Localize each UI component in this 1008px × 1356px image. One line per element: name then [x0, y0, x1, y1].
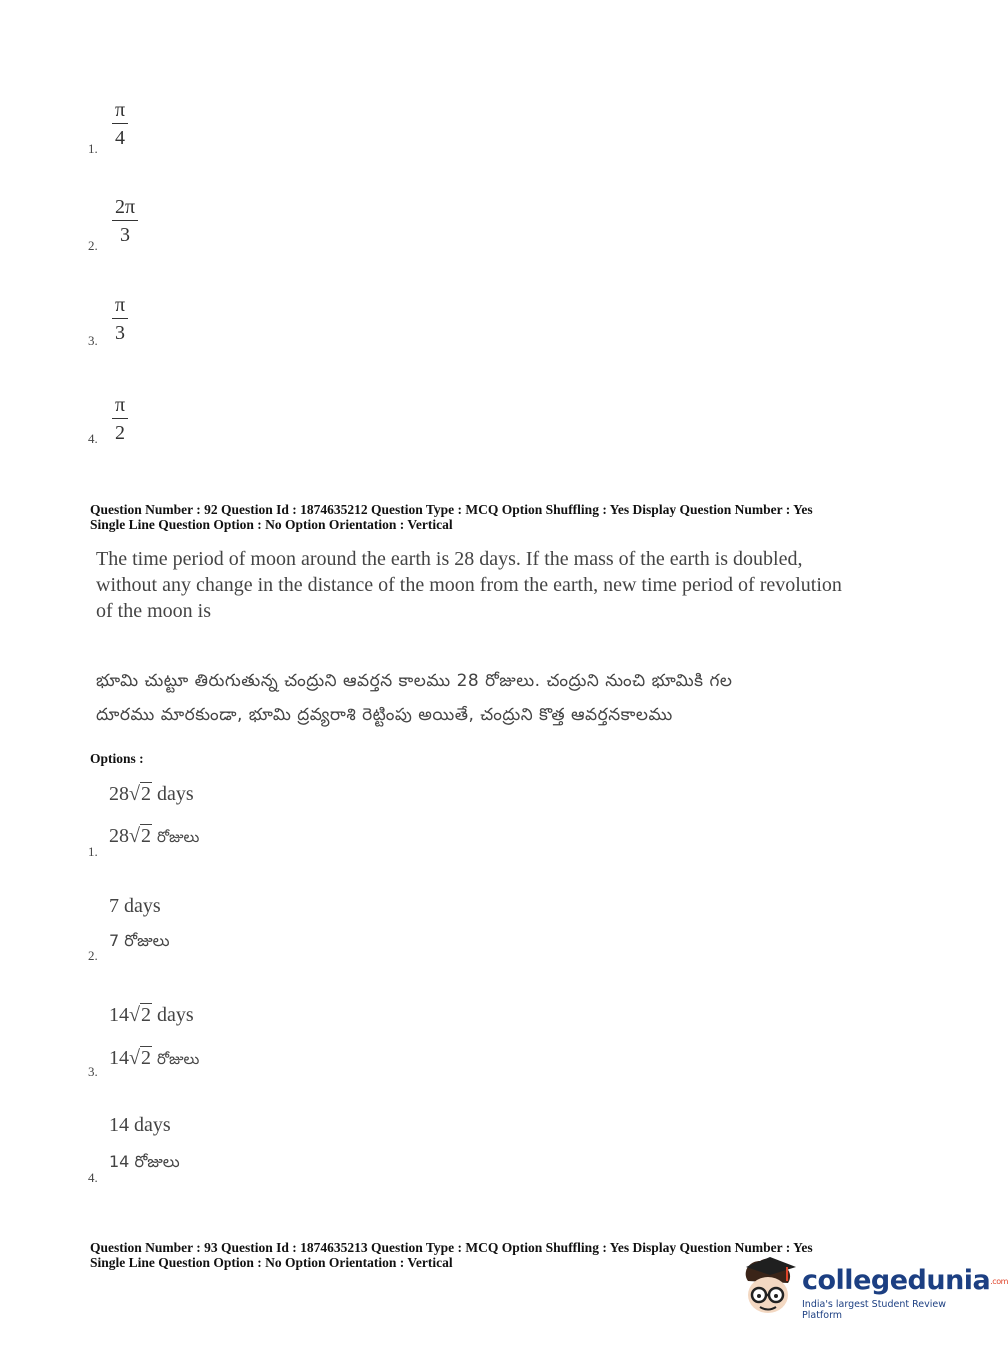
q92-meta-line2: Single Line Question Option : No Option Orientation : Vertical [90, 517, 453, 532]
logo-suffix: .com [990, 1277, 1008, 1286]
option-number: 1. [88, 141, 98, 156]
option-value: 14 [109, 1004, 129, 1026]
logo-wordmark [802, 1265, 1008, 1296]
option-unit: days [156, 783, 194, 805]
option-text-te: 14 రోజులు [109, 1152, 180, 1171]
q92-option-2 [88, 893, 488, 968]
option-text-en [109, 783, 194, 806]
option-number: 2. [88, 238, 98, 253]
fraction-denominator: 3 [120, 224, 131, 246]
sqrt-symbol: √2 [129, 783, 151, 805]
radicand: 2 [140, 1047, 151, 1069]
prev-option-2 [88, 197, 288, 257]
option-unit: days [156, 1004, 194, 1026]
option-number: 1. [88, 844, 98, 859]
question-line: భూమి చుట్టూ తిరుగుతున్న చంద్రుని ఆవర్తన కాలము 28 రోజులు. చంద్రుని నుంచి భూమికి గల [96, 671, 733, 691]
option-number: 4. [88, 1170, 98, 1185]
q92-meta-line1: Question Number : 92 Question Id : 1874635212 Question Type : MCQ Option Shuffling : Yes Display Question Number : Yes [90, 502, 813, 517]
fraction-numerator: π [112, 100, 128, 124]
option-value: 28 [109, 783, 129, 805]
radicand: 2 [140, 783, 151, 805]
option-text-te [109, 1047, 199, 1072]
fraction [112, 197, 138, 245]
sqrt-symbol: √2 [129, 1004, 151, 1026]
options-label: Options : [90, 751, 144, 766]
prev-option-4 [88, 395, 288, 455]
q92-question-text-en [96, 546, 896, 624]
option-number: 4. [88, 431, 98, 446]
q93-meta-line2: Single Line Question Option : No Option Orientation : Vertical [90, 1255, 453, 1270]
fraction [112, 295, 128, 343]
fraction [112, 100, 128, 148]
collegedunia-logo[interactable] [740, 1255, 1008, 1321]
q92-option-3 [88, 1000, 488, 1080]
sqrt-symbol: √2 [129, 825, 151, 847]
q93-meta-line1: Question Number : 93 Question Id : 1874635213 Question Type : MCQ Option Shuffling : Yes Display Question Number : Yes [90, 1240, 813, 1255]
fraction [112, 395, 128, 443]
option-number: 3. [88, 333, 98, 348]
radicand: 2 [140, 1004, 151, 1026]
question-line: of the moon is [96, 600, 211, 622]
option-text-en [109, 1004, 194, 1027]
student-mascot-icon [740, 1255, 798, 1317]
option-number: 2. [88, 948, 98, 963]
question-line: without any change in the distance of the moon from the earth, new time period of revolution [96, 574, 842, 596]
option-number: 3. [88, 1064, 98, 1079]
fraction-numerator: π [112, 295, 128, 319]
logo-tagline: India's largest Student Review Platform [802, 1299, 946, 1321]
q92-question-text-te [96, 664, 896, 732]
q92-option-4 [88, 1112, 488, 1187]
option-value: 14 [109, 1047, 129, 1069]
fraction-denominator: 3 [115, 322, 126, 344]
option-text-te [109, 825, 199, 850]
prev-option-1 [88, 100, 288, 160]
option-unit: రోజులు [156, 828, 200, 846]
question-line: దూరము మారకుండా, భూమి ద్రవ్యరాశి రెట్టింపు అయితే, చంద్రుని కొత్త ఆవర్తనకాలము [96, 705, 673, 725]
option-text-en: 14 days [109, 1114, 171, 1136]
option-text-te: 7 రోజులు [109, 931, 170, 950]
prev-option-3 [88, 295, 288, 355]
logo-name: collegedunia [802, 1265, 991, 1296]
q92-option-1 [88, 780, 488, 860]
option-text-en: 7 days [109, 895, 161, 917]
sqrt-symbol: √2 [129, 1047, 151, 1069]
fraction-numerator: 2π [112, 197, 138, 221]
fraction-denominator: 2 [115, 422, 126, 444]
question-line: The time period of moon around the earth is 28 days. If the mass of the earth is doubled, [96, 548, 803, 570]
option-unit: రోజులు [156, 1050, 200, 1068]
fraction-denominator: 4 [115, 127, 126, 149]
option-value: 28 [109, 825, 129, 847]
radicand: 2 [140, 825, 151, 847]
fraction-numerator: π [112, 395, 128, 419]
